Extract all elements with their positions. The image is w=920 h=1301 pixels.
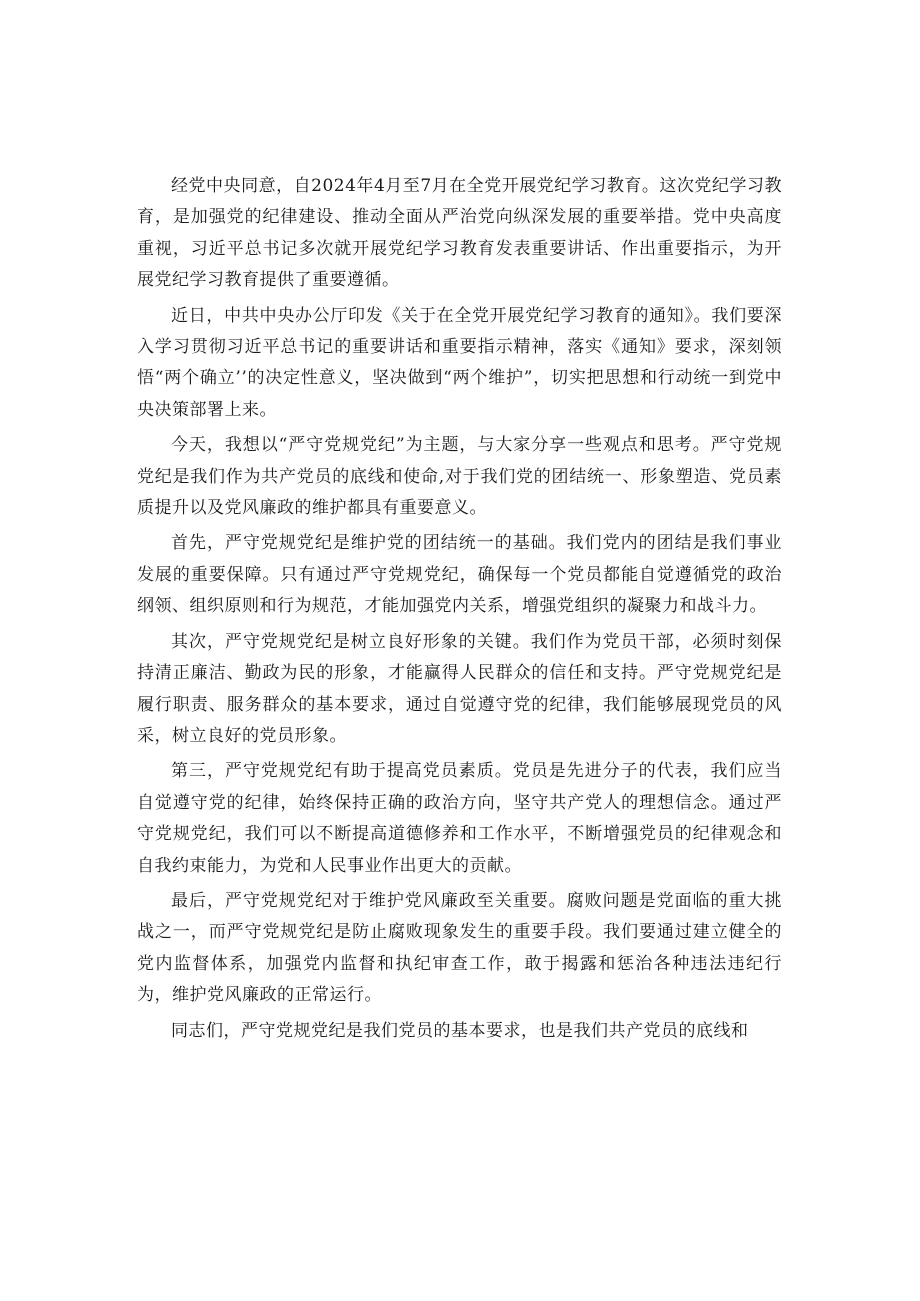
paragraph-7: 最后，严守党规党纪对于维护党风廉政至关重要。腐败问题是党面临的重大挑战之一，而严守党规党纪是防止腐败现象发生的重要手段。我们要通过建立健全的党内监督体系，加强党内监督和执纪审查工作，敢于揭露和惩治各种违法违纪行为，维护党风廉政的正常运行。 bbox=[137, 890, 782, 1006]
paragraph-8: 同志们，严守党规党纪是我们党员的基本要求，也是我们共产党员的底线和 bbox=[171, 1020, 749, 1041]
paragraph-4: 首先，严守党规党纪是维护党的团结统一的基础。我们党内的团结是我们事业发展的重要保障。只有通过严守党规党纪，确保每一个党员都能自觉遵循党的政治纲领、组织原则和行为规范，才能加强党内关系，增强党组织的凝聚力和战斗力。 bbox=[137, 533, 782, 617]
paragraph-2: 近日，中共中央办公厅印发《关于在全党开展党纪学习教育的通知》。我们要深入学习贯彻习近平总书记的重要讲话和重要指示精神，落实《通知》要求，深刻领悟“两个确立’’的决定性意义，坚决做到“两个维护”，切实把思想和行动统一到党中央决策部署上来。 bbox=[137, 305, 782, 420]
document-body bbox=[137, 171, 782, 1051]
paragraph-6: 第三，严守党规党纪有助于提高党员素质。党员是先进分子的代表，我们应当自觉遵守党的纪律，始终保持正确的政治方向，坚守共产党人的理想信念。通过严守党规党纪，我们可以不断提高道德修养和工作水平，不断增强党员的纪律观念和自我约束能力，为党和人民事业作出更大的贡献。 bbox=[137, 761, 782, 876]
paragraph-5: 其次，严守党规党纪是树立良好形象的关键。我们作为党员干部，必须时刻保持清正廉洁、勤政为民的形象，才能赢得人民群众的信任和支持。严守党规党纪是履行职责、服务群众的基本要求，通过自觉遵守党的纪律，我们能够展现党员的风采，树立良好的党员形象。 bbox=[137, 631, 782, 746]
paragraph-3: 今天，我想以“严守党规党纪”为主题，与大家分享一些观点和思考。严守党规党纪是我们作为共产党员的底线和使命,对于我们党的团结统一、形象塑造、党员素质提升以及党风廉政的维护都具有重要意义。 bbox=[137, 435, 782, 519]
paragraph-1: 经党中央同意，自2024年4月至7月在全党开展党纪学习教育。这次党纪学习教育，是加强党的纪律建设、推动全面从严治党向纵深发展的重要举措。党中央高度重视，习近平总书记多次就开展党纪学习教育发表重要讲话、作出重要指示，为开展党纪学习教育提供了重要遵循。 bbox=[137, 176, 782, 291]
